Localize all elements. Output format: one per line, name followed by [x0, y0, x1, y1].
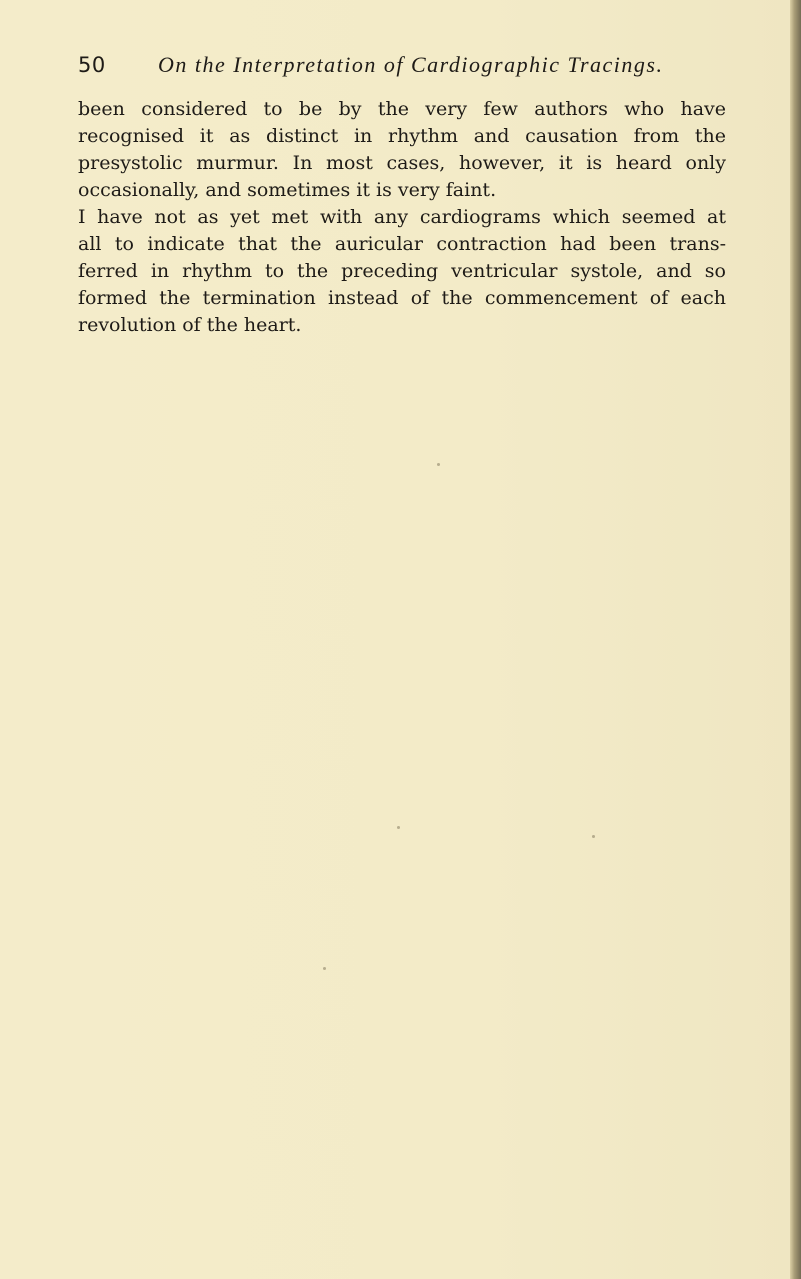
text-line: I have not as yet met with any cardiograms which seemed at: [78, 206, 726, 228]
paper-speck: [323, 967, 326, 970]
running-head: [78, 52, 678, 82]
body-text: [78, 96, 726, 339]
text-line: been considered to be by the very few authors who have: [78, 98, 726, 120]
running-title: On the Interpretation of Cardiographic Tracings.: [158, 52, 664, 77]
text-line: all to indicate that the auricular contraction had been trans-: [78, 233, 726, 255]
text-line: occasionally, and sometimes it is very faint.: [78, 179, 497, 201]
text-line: formed the termination instead of the commencement of each: [78, 287, 726, 309]
paper-speck: [437, 463, 440, 466]
paper-speck: [592, 835, 595, 838]
paper-speck: [397, 826, 400, 829]
text-line: ferred in rhythm to the preceding ventricular systole, and so: [78, 260, 726, 282]
page-number: 50: [78, 53, 106, 77]
text-line: recognised it as distinct in rhythm and causation from the: [78, 125, 726, 147]
text-line: presystolic murmur. In most cases, however, it is heard only: [78, 152, 726, 174]
text-line: revolution of the heart.: [78, 314, 302, 336]
page-edge-shadow: [790, 0, 801, 1279]
